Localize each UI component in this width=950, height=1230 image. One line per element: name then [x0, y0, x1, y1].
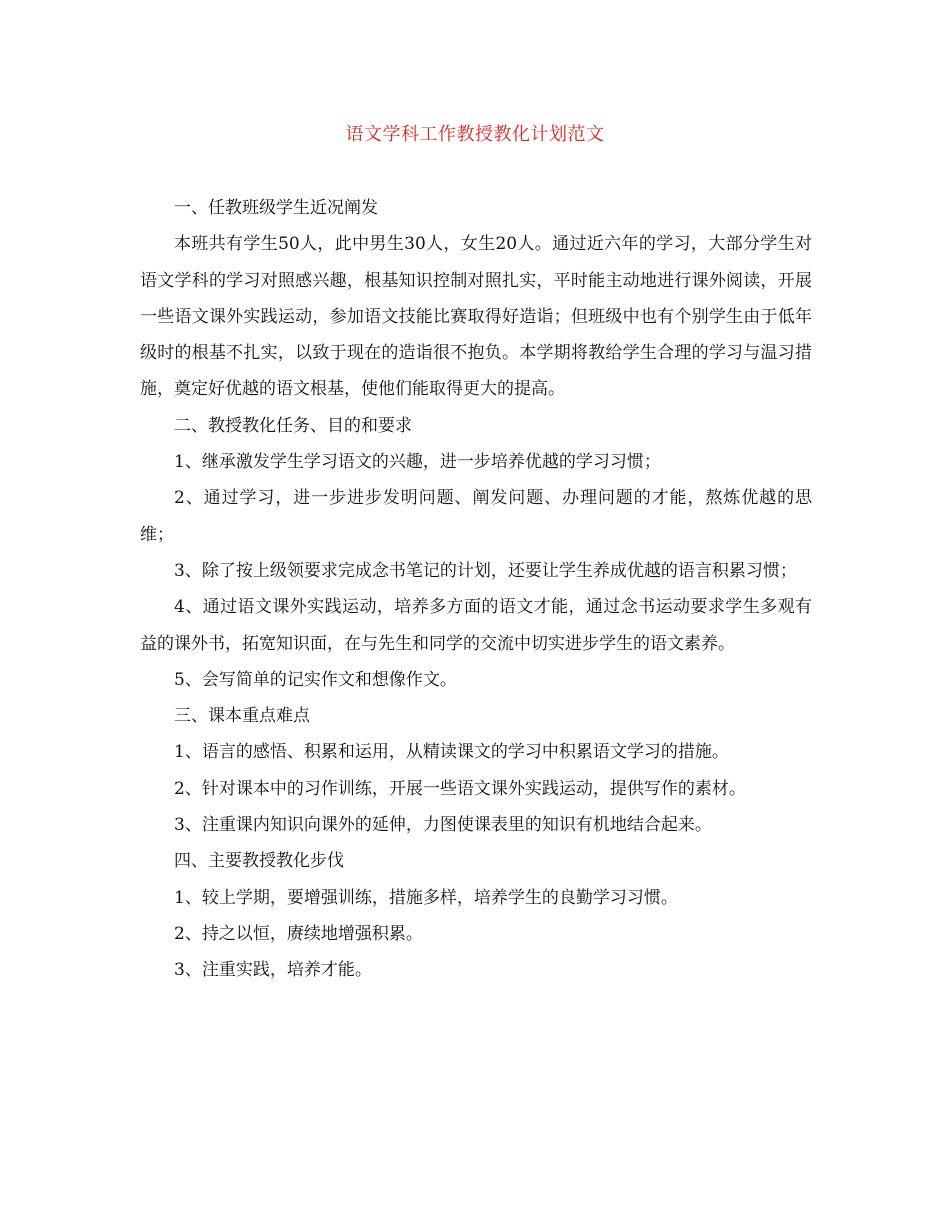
list-item: 2、持之以恒，赓续地增强积累。: [174, 923, 423, 944]
section-heading: 二、教授教化任务、目的和要求: [174, 415, 412, 436]
section-heading: 三、课本重点难点: [174, 706, 310, 727]
section-heading: 四、主要教授教化步伐: [174, 851, 344, 872]
section-heading: 一、任教班级学生近况阐发: [174, 198, 378, 218]
list-item: 2、通过学习，进一步进步发明问题、阐发问题、办理问题的才能，熬炼优越的思维；: [140, 488, 812, 545]
list-item: 4、通过语文课外实践运动，培养多方面的语文才能，通过念书运动要求学生多观有益的课外书，拓宽知识面，在与先生和同学的交流中切实进步学生的语文素养。: [140, 597, 812, 654]
list-item: 2、针对课本中的习作训练，开展一些语文课外实践运动，提供写作的素材。: [174, 778, 746, 799]
list-item: 5、会写简单的记实作文和想像作文。: [174, 669, 457, 690]
list-item: 1、语言的感悟、积累和运用，从精读课文的学习中积累语文学习的措施。: [174, 742, 729, 763]
list-item: 1、较上学期，要增强训练，措施多样，培养学生的良勤学习习惯。: [174, 887, 678, 908]
list-item: 3、注重实践，培养才能。: [174, 960, 372, 981]
list-item: 3、除了按上级领要求完成念书笔记的计划，还要让学生养成优越的语言积累习惯；: [174, 560, 797, 581]
document-body: [140, 190, 812, 989]
paragraph: 本班共有学生50人，此中男生30人，女生20人。通过近六年的学习，大部分学生对语文学科的学习对照感兴趣，根基知识控制对照扎实，平时能主动地进行课外阅读，开展一些语文课外实践运动，参加语文技能比赛取得好造诣；但班级中也有个别学生由于低年级时的根基不扎实，以致于现在的造诣很不抱负。本学期将教给学生合理的学习与温习措施，奠定好优越的语文根基，使他们能取得更大的提高。: [140, 234, 812, 400]
list-item: 1、继承激发学生学习语文的兴趣，进一步培养优越的学习习惯；: [174, 452, 661, 473]
document-title: 语文学科工作教授教化计划范文: [345, 124, 605, 145]
list-item: 3、注重课内知识向课外的延伸，力图使课表里的知识有机地结合起来。: [174, 815, 712, 836]
